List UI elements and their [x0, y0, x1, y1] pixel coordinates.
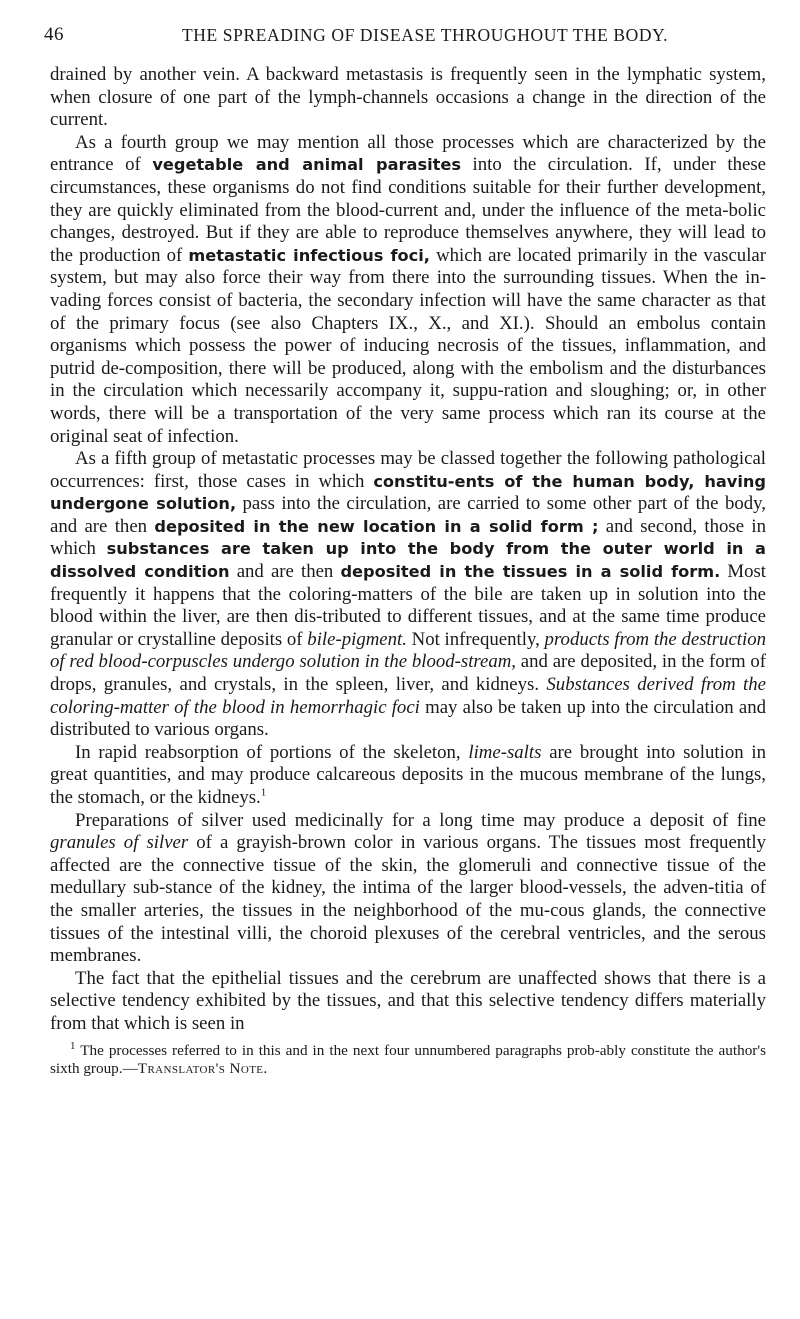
italic-lime-salts: lime-salts — [468, 741, 542, 763]
emphasis-parasites: vegetable and animal parasites — [152, 155, 461, 175]
paragraph-2 — [50, 132, 766, 448]
paragraph-3 — [50, 448, 766, 742]
paragraph-4 — [50, 742, 766, 810]
paragraph-3-text-8: may also be taken up into the circulation and distributed to various organs. — [50, 696, 766, 741]
paragraph-4-text-1: In rapid reabsorption of portions of the skeleton, — [75, 741, 469, 763]
paragraph-6: The fact that the epithelial tissues and the cerebrum are unaffected shows that there is a selective tendency exhibited by the tissues, and that this selective tendency differs materially from that which is seen in — [50, 967, 766, 1034]
italic-bile-pigment: bile-pigment. — [307, 628, 407, 650]
paragraph-3-text-5: Most frequently it happens that the coloring-matters of the bile are taken up in solution into the blood within the liver, are then dis-tributed to different tissues, and at the same time produce granular or crystalline deposits of — [50, 561, 767, 650]
paragraph-3-text-7: and are deposited, in the form of drops, granules, and crystals, in the spleen, liver, and kidneys. — [50, 651, 767, 696]
italic-hemorrhagic-foci: Substances derived from the coloring-matter of the blood in hemorrhagic foci — [50, 674, 767, 718]
paragraph-2-text-2: into the circulation. If, under these circumstances, these organisms do not find conditions suitable for their further development, they are quickly eliminated from the blood-current and, under the influence of the meta-bolic changes, destroyed. But if they are able to reproduce themselves anywhere, they will lead to the production of — [50, 154, 766, 266]
body-text — [50, 64, 766, 1036]
paragraph-5-text-2: of a grayish-brown color in various organs. The tissues most frequently affected are the connective tissue of the skin, the glomeruli and connective tissue of the medullary sub-stance of the kidney, the intima of the larger blood-vessels, the adven-titia of the smaller arteries, the tissues in the neighborhood of the mu-cous glands, the connective tissues of the intestinal villi, the choroid plexuses of the cerebral ventricles, and the serous membranes. — [50, 832, 766, 967]
italic-blood-corpuscles: products from the destruction of red blood-corpuscles undergo solution in the blood-stream, — [50, 628, 767, 673]
emphasis-deposited-tissues: deposited in the tissues in a solid form. — [340, 562, 721, 582]
running-head — [44, 24, 766, 60]
paragraph-2-text-3: which are located primarily in the vascular system, but may also force their way from there into the surrounding tissues. When the in-vading forces consist of bacteria, the secondary infection will have the same character as that of the primary focus (see also Chapters IX., X., and XI.). Should an embolus contain organisms which possess the power of inducing necrosis of the tissues, inflammation, and putrid de-composition, there will be produced, along with the embolism and the disturbances in the circulation which necessarily accompany it, suppu-ration and sloughing; or, in other words, there will be a transportation of the very same process which ran its course at the original seat of infection. — [50, 244, 767, 447]
paragraph-5-text-1: Preparations of silver used medicinally for a long time may produce a deposit of fine — [75, 809, 766, 831]
emphasis-deposited-solid: deposited in the new location in a solid form ; — [154, 516, 599, 536]
book-page — [44, 24, 767, 1079]
emphasis-substances-taken-up: substances are taken up into the body from the outer world in a dissolved condition — [50, 539, 766, 582]
paragraph-3-text-4: and are then — [229, 561, 341, 583]
paragraph-3-text-3: and second, those in which — [50, 515, 766, 560]
emphasis-constituents: constitu-ents of the human body, having undergone solution, — [50, 471, 766, 514]
paragraph-1: drained by another vein. A backward metastasis is frequently seen in the lymphatic system, when closure of one part of the lymph-channels occasions a change in the direction of the current. — [50, 64, 766, 131]
paragraph-3-text-6: Not infrequently, — [406, 628, 545, 650]
paragraph-2-text-1: As a fourth group we may mention all those processes which are characterized by the entrance of — [50, 131, 766, 176]
paragraph-5 — [50, 810, 766, 968]
footnote-reference: 1 — [260, 786, 267, 799]
running-head-title: THE SPREADING OF DISEASE THROUGHOUT THE BODY. — [182, 25, 669, 45]
footnote-mark: 1 — [70, 1039, 76, 1052]
paragraph-3-text-1: As a fifth group of metastatic processes may be classed together the following pathological occurrences: first, those cases in which — [50, 448, 766, 492]
footnote-credit: Translator's Note. — [137, 1060, 268, 1078]
italic-granules-of-silver: granules of silver — [50, 832, 189, 854]
footnote — [50, 1039, 766, 1079]
emphasis-metastatic-foci: metastatic infectious foci, — [188, 245, 430, 265]
paragraph-4-text-2: are brought into solution in great quantities, and may produce calcareous deposits in the mucous membrane of the lungs, the stomach, or the kidneys. — [50, 741, 766, 808]
paragraph-3-text-2: pass into the circulation, are carried to some other part of the body, and are then — [50, 493, 766, 537]
footnote-text: The processes referred to in this and in the next four unnumbered paragraphs prob-ably constitute the author's sixth group.— — [50, 1041, 766, 1078]
page-number: 46 — [44, 24, 64, 45]
